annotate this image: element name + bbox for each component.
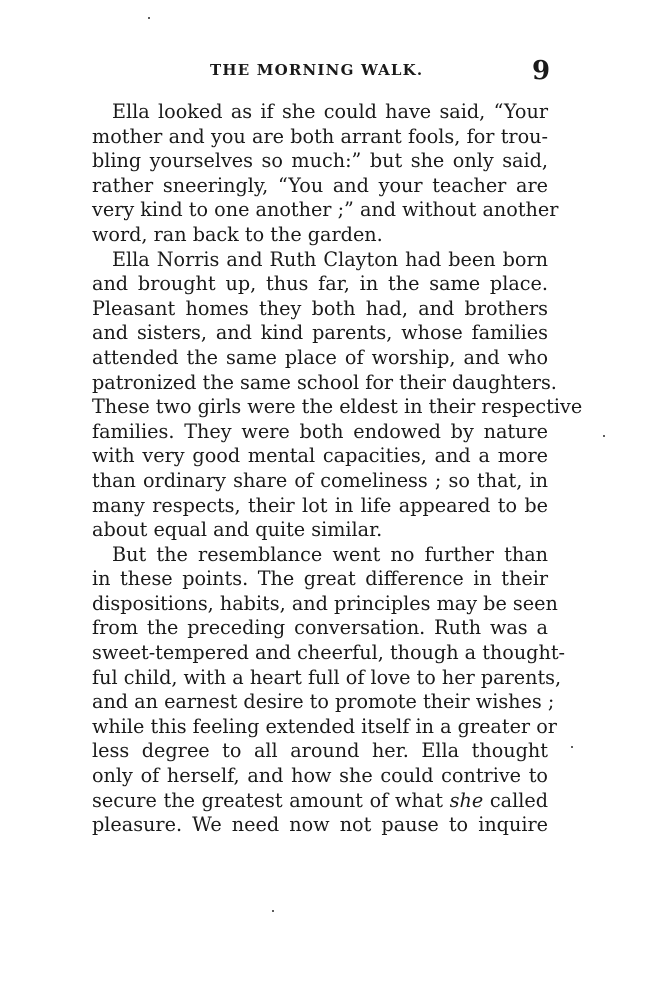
text-line: These two girls were the eldest in their respective bbox=[92, 395, 583, 419]
text-line: word, ran back to the garden. bbox=[92, 222, 383, 246]
text-line: mother and you are both arrant fools, for trou- bbox=[92, 124, 548, 148]
text-line: many respects, their lot in life appeared to be bbox=[92, 493, 548, 517]
text-line: about equal and quite similar. bbox=[92, 518, 383, 542]
text-line: attended the same place of worship, and who bbox=[92, 345, 548, 369]
text-line: only of herself, and how she could contrive to bbox=[92, 764, 548, 788]
text-line: than ordinary share of comeliness ; so that, in bbox=[92, 468, 548, 492]
text-line: dispositions, habits, and principles may be seen bbox=[92, 591, 558, 615]
text-line: But the resemblance went no further than bbox=[112, 542, 548, 566]
text-line: patronized the same school for their daughters. bbox=[92, 370, 557, 394]
text-line: ful child, with a heart full of love to her parents, bbox=[92, 665, 562, 689]
text-line: with very good mental capacities, and a more bbox=[92, 444, 548, 468]
emphasized-word: she bbox=[449, 788, 484, 812]
paragraph bbox=[92, 247, 583, 543]
text-line bbox=[92, 789, 548, 814]
page-number: 9 bbox=[532, 56, 551, 86]
text-line: Pleasant homes they both had, and brothers bbox=[92, 296, 548, 320]
text-line: and an earnest desire to promote their wishes ; bbox=[92, 690, 555, 714]
text-line: while this feeling extended itself in a greater or bbox=[92, 714, 557, 738]
text-line: and sisters, and kind parents, whose families bbox=[92, 321, 548, 345]
paragraph bbox=[92, 100, 559, 248]
text-line: families. They were both endowed by nature bbox=[92, 419, 548, 443]
text-line: in these points. The great difference in their bbox=[92, 567, 548, 591]
running-head: THE MORNING WALK. bbox=[210, 61, 424, 79]
print-speck bbox=[272, 910, 274, 912]
print-speck bbox=[571, 746, 573, 748]
text-line: pleasure. We need now not pause to inquire bbox=[92, 813, 548, 837]
print-speck bbox=[148, 17, 150, 19]
paragraph bbox=[92, 542, 566, 838]
text-line: Ella Norris and Ruth Clayton had been born bbox=[112, 247, 548, 271]
text-line: less degree to all around her. Ella thought bbox=[92, 739, 548, 763]
text-fragment: secure the greatest amount of what bbox=[92, 788, 450, 812]
body-text bbox=[92, 100, 583, 838]
text-line: Ella looked as if she could have said, “Your bbox=[112, 100, 548, 123]
print-speck bbox=[603, 435, 605, 437]
text-line: bling yourselves so much:” but she only said, bbox=[92, 149, 548, 173]
text-line: from the preceding conversation. Ruth was a bbox=[92, 616, 548, 640]
text-line: and brought up, thus far, in the same place. bbox=[92, 272, 548, 296]
text-line: very kind to one another ;” and without another bbox=[92, 198, 559, 222]
text-line: sweet-tempered and cheerful, though a thought- bbox=[92, 641, 566, 665]
text-fragment: called bbox=[483, 788, 548, 812]
text-line: rather sneeringly, “You and your teacher are bbox=[92, 173, 548, 197]
